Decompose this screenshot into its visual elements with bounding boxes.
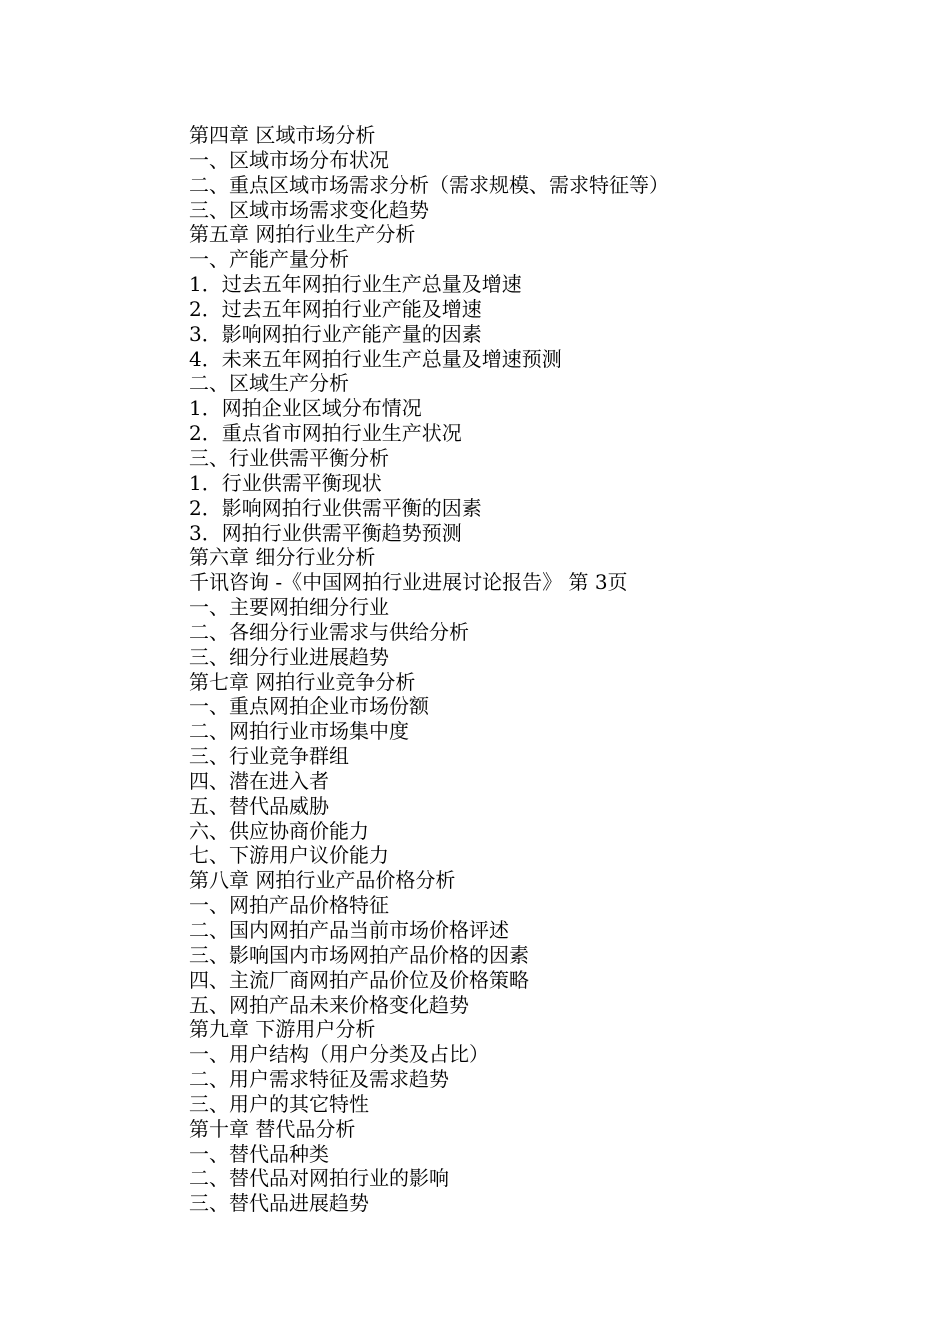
- section-heading: 三、行业竞争群组: [189, 744, 349, 769]
- section-heading: 二、替代品对网拍行业的影响: [189, 1166, 449, 1191]
- section-heading: 二、网拍行业市场集中度: [189, 719, 409, 744]
- section-heading: 四、主流厂商网拍产品价位及价格策略: [189, 967, 529, 992]
- section-heading: 二、重点区域市场需求分析（需求规模、需求特征等）: [189, 172, 669, 197]
- section-heading: 一、替代品种类: [189, 1141, 329, 1166]
- section-heading: 六、供应协商价能力: [189, 818, 369, 843]
- section-heading: 三、影响国内市场网拍产品价格的因素: [189, 942, 529, 967]
- section-heading: 二、用户需求特征及需求趋势: [189, 1067, 449, 1092]
- section-heading: 一、用户结构（用户分类及占比）: [189, 1042, 489, 1067]
- section-heading: 三、用户的其它特性: [189, 1091, 369, 1116]
- section-heading: 二、区域生产分析: [189, 371, 349, 396]
- table-of-contents: [189, 123, 889, 1216]
- chapter-heading: 第九章 下游用户分析: [189, 1017, 376, 1042]
- section-heading: 三、细分行业进展趋势: [189, 644, 389, 669]
- section-heading: 一、区域市场分布状况: [189, 147, 389, 172]
- subsection-item: 1．过去五年网拍行业生产总量及增速: [189, 272, 522, 297]
- section-heading: 四、潜在进入者: [189, 768, 329, 793]
- subsection-item: 1．行业供需平衡现状: [189, 470, 382, 495]
- subsection-item: 1．网拍企业区域分布情况: [189, 396, 422, 421]
- chapter-heading: 第四章 区域市场分析: [189, 123, 376, 147]
- section-heading: 三、区域市场需求变化趋势: [189, 197, 429, 222]
- subsection-item: 3．网拍行业供需平衡趋势预测: [189, 520, 462, 545]
- section-heading: 一、产能产量分析: [189, 247, 349, 272]
- section-heading: 三、行业供需平衡分析: [189, 445, 389, 470]
- subsection-item: 2．过去五年网拍行业产能及增速: [189, 296, 482, 321]
- chapter-heading: 第八章 网拍行业产品价格分析: [189, 868, 456, 893]
- chapter-heading: 第五章 网拍行业生产分析: [189, 222, 416, 247]
- section-heading: 一、重点网拍企业市场份额: [189, 694, 429, 719]
- section-heading: 二、国内网拍产品当前市场价格评述: [189, 918, 509, 942]
- subsection-item: 2．重点省市网拍行业生产状况: [189, 421, 462, 446]
- chapter-heading: 第六章 细分行业分析: [189, 545, 376, 570]
- page-footer: 千讯咨询 -《中国网拍行业进展讨论报告》 第 3页: [189, 570, 628, 595]
- section-heading: 三、替代品进展趋势: [189, 1191, 369, 1216]
- section-heading: 一、网拍产品价格特征: [189, 893, 389, 918]
- section-heading: 一、主要网拍细分行业: [189, 595, 389, 620]
- section-heading: 七、下游用户议价能力: [189, 843, 389, 868]
- section-heading: 二、各细分行业需求与供给分析: [189, 619, 469, 644]
- section-heading: 五、网拍产品未来价格变化趋势: [189, 992, 469, 1017]
- section-heading: 五、替代品威胁: [189, 793, 329, 818]
- subsection-item: 2．影响网拍行业供需平衡的因素: [189, 495, 482, 520]
- chapter-heading: 第七章 网拍行业竞争分析: [189, 669, 416, 694]
- subsection-item: 3．影响网拍行业产能产量的因素: [189, 321, 482, 346]
- chapter-heading: 第十章 替代品分析: [189, 1116, 356, 1141]
- subsection-item: 4．未来五年网拍行业生产总量及增速预测: [189, 346, 562, 371]
